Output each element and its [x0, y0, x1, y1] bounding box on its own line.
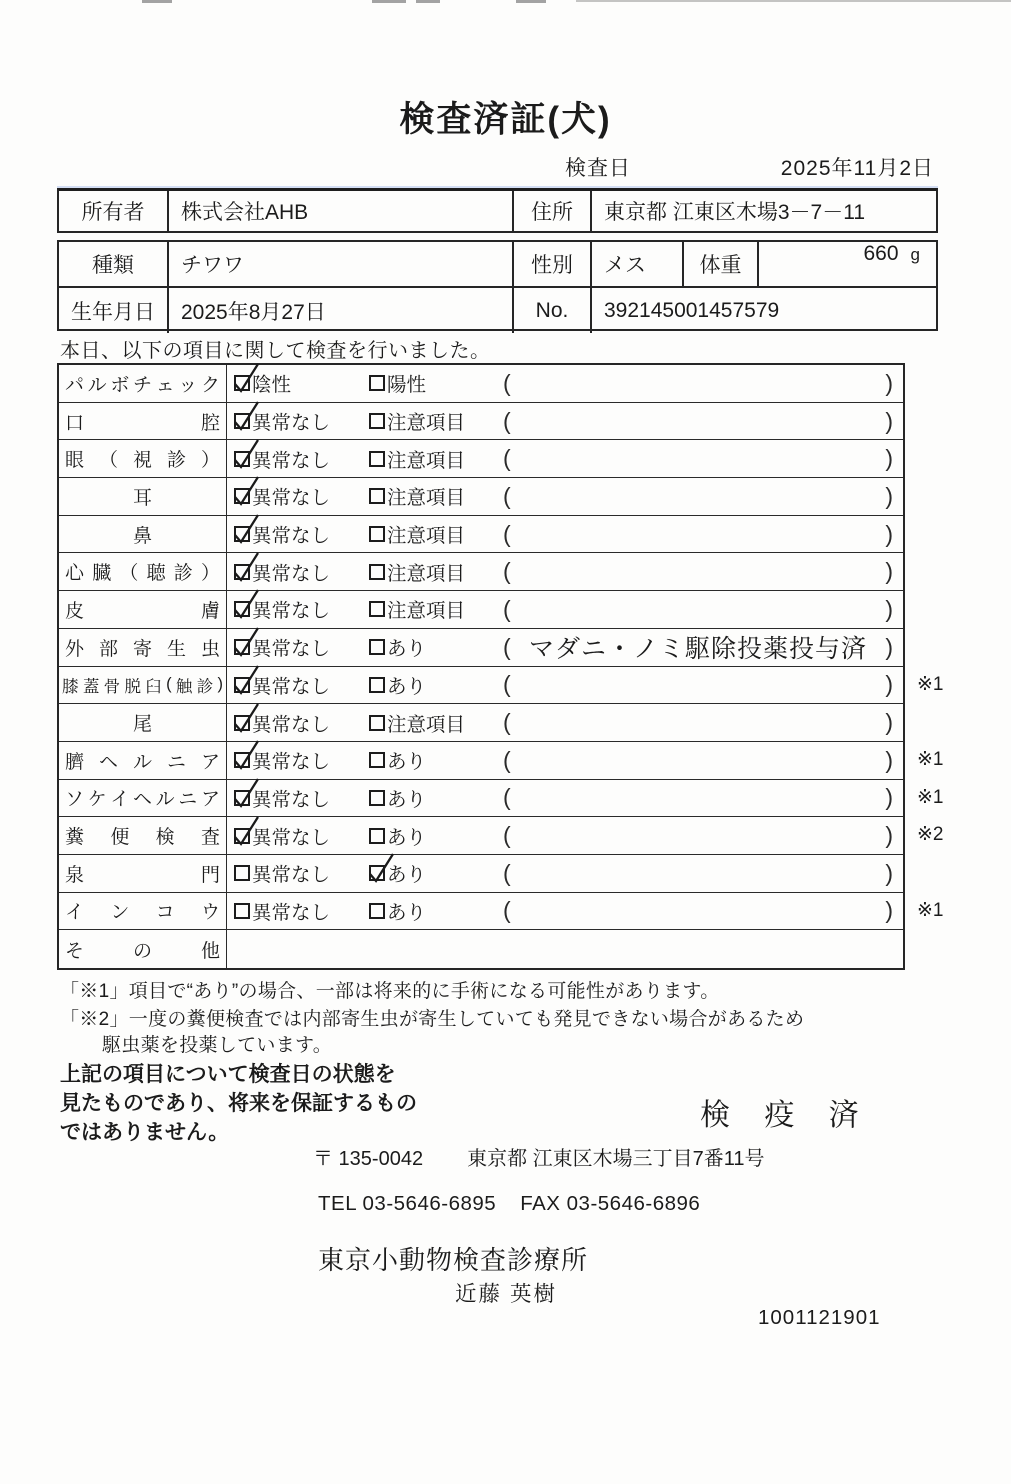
table-row: [59, 780, 944, 818]
option2-label: あり: [387, 826, 427, 849]
close-paren: ): [885, 520, 893, 547]
check-mark-icon: [231, 399, 261, 435]
footnote-2-line1: 「※2」一度の糞便検査では内部寄生虫が寄生していても発見できない場合があるため: [60, 1009, 805, 1030]
table-row: [59, 893, 944, 931]
exam-item-char: 触: [175, 677, 193, 696]
disclaimer-line1: 上記の項目について検査日の状態を: [60, 1063, 396, 1086]
inspection-date-label: 検査日: [565, 157, 631, 180]
check-mark-icon: [231, 701, 261, 737]
exam-item-char: ボ: [110, 374, 130, 396]
exam-item-content: [227, 704, 903, 741]
exam-item-content: [227, 516, 903, 553]
option1-label: 異常なし: [252, 901, 331, 924]
exam-item-content: [227, 553, 903, 590]
veterinarian-name: 近藤 英樹: [455, 1282, 557, 1306]
checkbox-option2: [369, 715, 385, 731]
exam-item-label: [59, 855, 227, 892]
check-mark-icon: [231, 738, 261, 774]
exam-item-label: [59, 893, 227, 930]
exam-item-char: 腔: [200, 412, 220, 434]
open-paren: (: [503, 897, 511, 924]
checkbox-option1: [234, 413, 250, 429]
option2-label: あり: [387, 864, 427, 887]
footnote-marker: ※1: [917, 786, 944, 808]
footnote-marker: ※1: [917, 673, 944, 695]
weight-label: 体重: [682, 242, 757, 286]
option2-label: 陽性: [387, 374, 427, 397]
exam-item-char: 臼: [145, 677, 162, 696]
option2-label: あり: [387, 638, 427, 661]
exam-item-label: [59, 704, 227, 741]
exam-item-content: [227, 440, 903, 477]
exam-item-char: 診: [196, 677, 214, 696]
checkbox-option2: [369, 865, 385, 881]
exam-item-label: [59, 591, 227, 628]
checkbox-option1: [234, 677, 250, 693]
checkbox-option2: [369, 413, 385, 429]
checkbox-option2: [369, 639, 385, 655]
table-row: [59, 591, 903, 629]
checkbox-option1: [234, 451, 250, 467]
exam-item-char: 膝: [62, 677, 79, 696]
footnote-1: 「※1」項目で“あり”の場合、一部は将来的に手術になる可能性があります。: [60, 981, 720, 1002]
exam-item-char: チ: [132, 374, 152, 396]
close-paren: ): [885, 633, 893, 660]
option2-label: 注意項目: [387, 525, 466, 548]
address-label: 住所: [512, 191, 590, 231]
check-mark-icon: [231, 550, 261, 586]
exam-item-char: ル: [87, 374, 107, 396]
exam-item-label: [59, 780, 227, 817]
option1-label: 異常なし: [252, 713, 331, 736]
option2-label: 注意項目: [387, 487, 466, 510]
table-row: [59, 516, 903, 554]
exam-item-label: [59, 553, 227, 590]
exam-item-char: 視: [132, 450, 152, 472]
close-paren: ): [885, 746, 893, 773]
no-value: 392145001457579: [590, 288, 936, 333]
option1-label: 異常なし: [252, 638, 331, 661]
exam-item-content: [227, 855, 903, 892]
option1-label: 陰性: [252, 374, 292, 397]
table-row: [59, 478, 903, 516]
option1-label: 異常なし: [252, 412, 331, 435]
breed-value: チワワ: [167, 242, 512, 286]
exam-item-content: [227, 667, 903, 704]
exam-item-char: 心: [65, 563, 85, 585]
open-paren: (: [503, 558, 511, 585]
inspection-date-row: [57, 152, 938, 182]
owner-value: 株式会社AHB: [167, 191, 512, 231]
exam-item-content: [227, 817, 903, 854]
check-mark-icon: [231, 625, 261, 661]
open-paren: (: [503, 671, 511, 698]
exam-item-char: 尾: [132, 714, 152, 736]
exam-item-char: 蓋: [82, 677, 100, 696]
exam-item-char: 門: [200, 864, 220, 886]
open-paren: (: [503, 595, 511, 622]
close-paren: ): [885, 709, 893, 736]
close-paren: ): [885, 595, 893, 622]
option1-label: 異常なし: [252, 675, 331, 698]
serial-number: 1001121901: [758, 1306, 881, 1329]
exam-item-char: の: [132, 940, 152, 962]
exam-item-char: 便: [110, 827, 130, 849]
checkbox-option1: [234, 903, 250, 919]
exam-item-content: [227, 780, 903, 817]
exam-item-label: [59, 403, 227, 440]
exam-item-char: 臍: [65, 751, 85, 773]
check-mark-icon: [231, 663, 261, 699]
check-mark-icon: [231, 587, 261, 623]
exam-item-char: コ: [155, 902, 175, 924]
exam-item-char: 眼: [65, 450, 85, 472]
option2-label: あり: [387, 788, 427, 811]
clinic-postal-code: 〒 135-0042: [313, 1148, 424, 1170]
table-row: [59, 440, 903, 478]
exam-item-label: [59, 817, 227, 854]
exam-table: [57, 363, 944, 970]
exam-item-label: [59, 440, 227, 477]
exam-item-char: 部: [98, 638, 118, 660]
footnote-marker: ※2: [917, 824, 944, 846]
owner-table: [57, 188, 938, 233]
exam-item-content: [227, 478, 903, 515]
checkbox-option1: [234, 601, 250, 617]
scan-artifact: [416, 0, 440, 3]
exam-item-char: イ: [110, 789, 130, 811]
exam-item-char: （: [119, 563, 139, 585]
clinic-address-row: [313, 1142, 765, 1171]
exam-item-char: 臓: [92, 563, 112, 585]
option2-label: 注意項目: [387, 449, 466, 472]
close-paren: ): [885, 445, 893, 472]
exam-item-char: 膚: [200, 600, 220, 622]
clinic-fax: FAX 03-5646-6896: [520, 1192, 701, 1215]
disclaimer-line2: 見たものであり、将来を保証するもの: [60, 1092, 417, 1115]
checkbox-option2: [369, 677, 385, 693]
clinic-address: 東京都 江東区木場三丁目7番11号: [467, 1148, 765, 1170]
checkbox-option2: [369, 526, 385, 542]
close-paren: ): [885, 369, 893, 396]
exam-item-char: 泉: [65, 864, 85, 886]
option2-label: あり: [387, 901, 427, 924]
open-paren: (: [503, 784, 511, 811]
exam-item-content: [227, 742, 903, 779]
sex-label: 性別: [512, 242, 590, 286]
address-value: 東京都 江東区木場3－7－11: [590, 191, 936, 231]
option2-label: あり: [387, 751, 427, 774]
checkbox-option1: [234, 526, 250, 542]
checkbox-option1: [234, 828, 250, 844]
checkbox-option1: [234, 488, 250, 504]
disclaimer-line3: ではありません。: [60, 1121, 230, 1144]
birthdate-label: 生年月日: [71, 300, 155, 324]
checkbox-option1: [234, 790, 250, 806]
open-paren: (: [503, 445, 511, 472]
check-mark-icon: [231, 776, 261, 812]
exam-item-char: ン: [110, 902, 130, 924]
checkbox-option1: [234, 752, 250, 768]
exam-item-char: 骨: [103, 677, 121, 696]
option1-label: 異常なし: [252, 864, 331, 887]
table-row: [59, 667, 944, 705]
exam-item-label: [59, 478, 227, 515]
exam-item-char: ル: [132, 751, 152, 773]
checkbox-option1: [234, 639, 250, 655]
exam-item-char: ア: [200, 751, 220, 773]
close-paren: ): [885, 784, 893, 811]
option2-label: 注意項目: [387, 562, 466, 585]
exam-item-label: [59, 629, 227, 666]
exam-item-char: 診: [166, 450, 186, 472]
footnote-marker: ※1: [917, 748, 944, 770]
table-row: [59, 704, 903, 742]
option1-label: 異常なし: [252, 487, 331, 510]
exam-item-char: 糞: [65, 827, 85, 849]
weight-number: 660: [863, 242, 899, 265]
exam-item-char: ニ: [178, 789, 198, 811]
exam-item-char: パ: [65, 374, 85, 396]
close-paren: ): [885, 671, 893, 698]
exam-item-char: 査: [200, 827, 220, 849]
checkbox-option2: [369, 752, 385, 768]
exam-item-char: イ: [65, 902, 85, 924]
option1-label: 異常なし: [252, 525, 331, 548]
exam-item-char: 鼻: [132, 525, 152, 547]
scan-artifact: [142, 0, 172, 3]
close-paren: ): [885, 482, 893, 509]
exam-item-content: [227, 403, 903, 440]
option2-label: 注意項目: [387, 412, 466, 435]
exam-item-char: （: [98, 450, 118, 472]
exam-intro-text: 本日、以下の項目に関して検査を行いました。: [60, 340, 491, 362]
clinic-phone-row: [318, 1192, 700, 1216]
scan-artifact: [372, 0, 406, 3]
scan-artifact: [576, 0, 1011, 2]
option1-label: 異常なし: [252, 826, 331, 849]
inspection-date-value: 2025年11月2日: [780, 157, 934, 180]
checkbox-option2: [369, 903, 385, 919]
exam-item-char: ヘ: [98, 751, 118, 773]
exam-item-char: ): [217, 675, 223, 694]
option1-label: 異常なし: [252, 562, 331, 585]
pet-info-table: [57, 240, 938, 331]
table-row: [59, 365, 903, 403]
exam-item-content: [227, 629, 903, 666]
checkbox-option2: [369, 601, 385, 617]
exam-item-char: 虫: [200, 638, 220, 660]
check-mark-icon: [231, 512, 261, 548]
check-mark-icon: [231, 437, 261, 473]
owner-label: 所有者: [81, 201, 145, 224]
exam-item-char: 脱: [124, 677, 141, 696]
open-paren: (: [503, 859, 511, 886]
scan-artifact: [516, 0, 546, 3]
option2-label: あり: [387, 675, 427, 698]
weight-value: [757, 242, 936, 286]
exam-item-char: 聴: [146, 563, 166, 585]
option1-label: 異常なし: [252, 751, 331, 774]
exam-item-char: 外: [65, 638, 85, 660]
checkbox-option2: [369, 564, 385, 580]
weight-unit: g: [910, 245, 920, 264]
open-paren: (: [503, 482, 511, 509]
exam-item-char: 皮: [65, 600, 85, 622]
open-paren: (: [503, 369, 511, 396]
exam-item-label: [59, 516, 227, 553]
birthdate-value: 2025年8月27日: [167, 288, 512, 333]
exam-item-char: ア: [200, 789, 220, 811]
exam-item-label: [59, 365, 227, 402]
checkbox-option2: [369, 790, 385, 806]
exam-item-char: 検: [155, 827, 175, 849]
exam-item-char: ソ: [65, 789, 85, 811]
close-paren: ): [885, 407, 893, 434]
option2-label: 注意項目: [387, 713, 466, 736]
exam-item-char: ）: [200, 450, 220, 472]
close-paren: ): [885, 897, 893, 924]
option2-label: 注意項目: [387, 600, 466, 623]
exam-item-char: 診: [173, 563, 193, 585]
checkbox-option1: [234, 865, 250, 881]
checkbox-option1: [234, 564, 250, 580]
exam-item-char: ウ: [200, 902, 220, 924]
exam-item-char: 寄: [132, 638, 152, 660]
close-paren: ): [885, 859, 893, 886]
open-paren: (: [503, 746, 511, 773]
clinic-tel: TEL 03-5646-6895: [318, 1192, 497, 1215]
exam-item-char: ッ: [178, 374, 198, 396]
exam-item-char: ェ: [155, 374, 175, 396]
table-row: [59, 930, 903, 968]
table-row: [59, 403, 903, 441]
option1-label: 異常なし: [252, 600, 331, 623]
checkbox-option1: [234, 375, 250, 391]
check-mark-icon: [366, 851, 396, 887]
table-row: [59, 855, 903, 893]
check-mark-icon: [231, 814, 261, 850]
open-paren: (: [503, 407, 511, 434]
option1-label: 異常なし: [252, 788, 331, 811]
footnote-2-line2: 駆虫薬を投薬しています。: [102, 1035, 333, 1056]
table-row: [59, 742, 944, 780]
exam-item-char: そ: [65, 940, 85, 962]
exam-item-char: ケ: [87, 789, 107, 811]
exam-item-char: 生: [166, 638, 186, 660]
exam-item-content: [227, 930, 903, 968]
exam-item-label: [59, 667, 227, 704]
exam-item-content: [227, 365, 903, 402]
check-mark-icon: [231, 474, 261, 510]
exam-item-char: 耳: [132, 487, 152, 509]
option1-label: 異常なし: [252, 449, 331, 472]
exam-item-char: ニ: [166, 751, 186, 773]
exam-item-content: [227, 591, 903, 628]
exam-item-char: (: [166, 675, 172, 694]
table-row: [59, 553, 903, 591]
exam-item-char: 口: [65, 412, 85, 434]
exam-note: マダニ・ノミ駆除投薬投与済: [528, 635, 867, 664]
table-row: [59, 817, 944, 855]
open-paren: (: [503, 709, 511, 736]
table-row: [59, 629, 903, 667]
footnote-marker: ※1: [917, 899, 944, 921]
open-paren: (: [503, 520, 511, 547]
checkbox-option2: [369, 828, 385, 844]
exam-item-char: ）: [200, 563, 220, 585]
checkbox-option2: [369, 375, 385, 391]
check-mark-icon: [231, 361, 261, 397]
sex-value: メス: [590, 242, 682, 286]
breed-label: 種類: [92, 254, 134, 277]
exam-item-char: 他: [200, 940, 220, 962]
exam-item-label: [59, 742, 227, 779]
page-title: 検査済証(犬): [399, 100, 612, 139]
disclaimer-text: [60, 1060, 417, 1147]
exam-item-char: ヘ: [132, 789, 152, 811]
close-paren: ): [885, 558, 893, 585]
exam-item-content: [227, 893, 903, 930]
clinic-name: 東京小動物検査診療所: [318, 1245, 589, 1275]
exam-item-char: ル: [155, 789, 175, 811]
checkbox-option1: [234, 715, 250, 731]
open-paren: (: [503, 633, 511, 660]
no-label: No.: [512, 288, 590, 333]
checkbox-option2: [369, 488, 385, 504]
checkbox-option2: [369, 451, 385, 467]
close-paren: ): [885, 822, 893, 849]
open-paren: (: [503, 822, 511, 849]
exam-item-char: ク: [200, 374, 220, 396]
exam-item-label: [59, 930, 227, 968]
quarantine-stamp: 検 疫 済: [700, 1099, 872, 1132]
